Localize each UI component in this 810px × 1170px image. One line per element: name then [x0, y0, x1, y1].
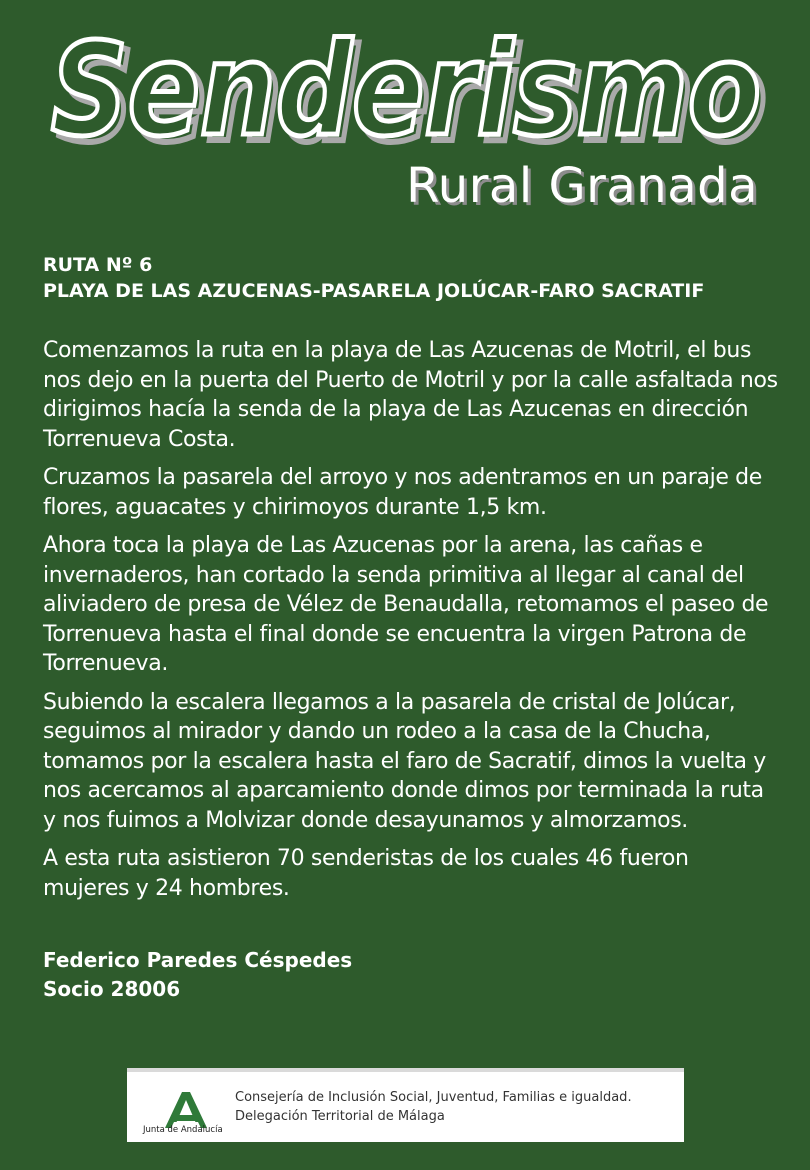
- footer-line-delegation: Delegación Territorial de Málaga: [235, 1109, 445, 1124]
- footer-banner: [127, 1068, 684, 1142]
- page-title: Senderismo: [51, 16, 761, 160]
- paragraph: A esta ruta asistieron 70 senderistas de los cuales 46 fueron mujeres y 24 hombres.: [43, 846, 689, 901]
- route-number: RUTA Nº 6: [43, 254, 153, 276]
- header: [0, 0, 810, 240]
- logo-caption: Junta de Andalucía: [143, 1125, 223, 1135]
- signature: [43, 946, 352, 1004]
- route-description: [43, 336, 778, 912]
- page-subtitle: Rural Granada: [406, 158, 758, 214]
- paragraph: Subiendo la escalera llegamos a la pasarela de cristal de Jolúcar, seguimos al mirador y dando un rodeo a la casa de la Chucha, tomamos por la escalera hasta el faro de Sacratif, dimos la vuelta y nos acercamos al aparcamiento donde dimos por terminada la ruta y nos fuimos a Molvizar donde desayunamos y almorzamos.: [43, 689, 766, 833]
- title-graphic: [0, 0, 810, 160]
- route-heading: [43, 252, 783, 304]
- paragraph: Comenzamos la ruta en la playa de Las Azucenas de Motril, el bus nos dejo en la puerta del Puerto de Motril y por la calle asfaltada nos dirigimos hacía la senda de la playa de Las Azucenas en dirección Torrenueva Costa.: [43, 338, 778, 452]
- paragraph: Cruzamos la pasarela del arroyo y nos adentramos en un paraje de flores, aguacates y chirimoyos durante 1,5 km.: [43, 465, 762, 520]
- paragraph: Ahora toca la playa de Las Azucenas por la arena, las cañas e invernaderos, han cortado la senda primitiva al llegar al canal del aliviadero de presa de Vélez de Benaudalla, retomamos el paseo de Torrenueva hasta el final donde se encuentra la virgen Patrona de Torrenueva.: [43, 533, 769, 676]
- author-name: Federico Paredes Céspedes: [43, 948, 353, 972]
- route-name: PLAYA DE LAS AZUCENAS-PASARELA JOLÚCAR-FARO SACRATIF: [43, 280, 705, 302]
- footer-line-ministry: Consejería de Inclusión Social, Juventud, Familias e igualdad.: [235, 1090, 632, 1105]
- member-number: Socio 28006: [43, 977, 181, 1001]
- title-shadow: Senderismo: [57, 22, 767, 160]
